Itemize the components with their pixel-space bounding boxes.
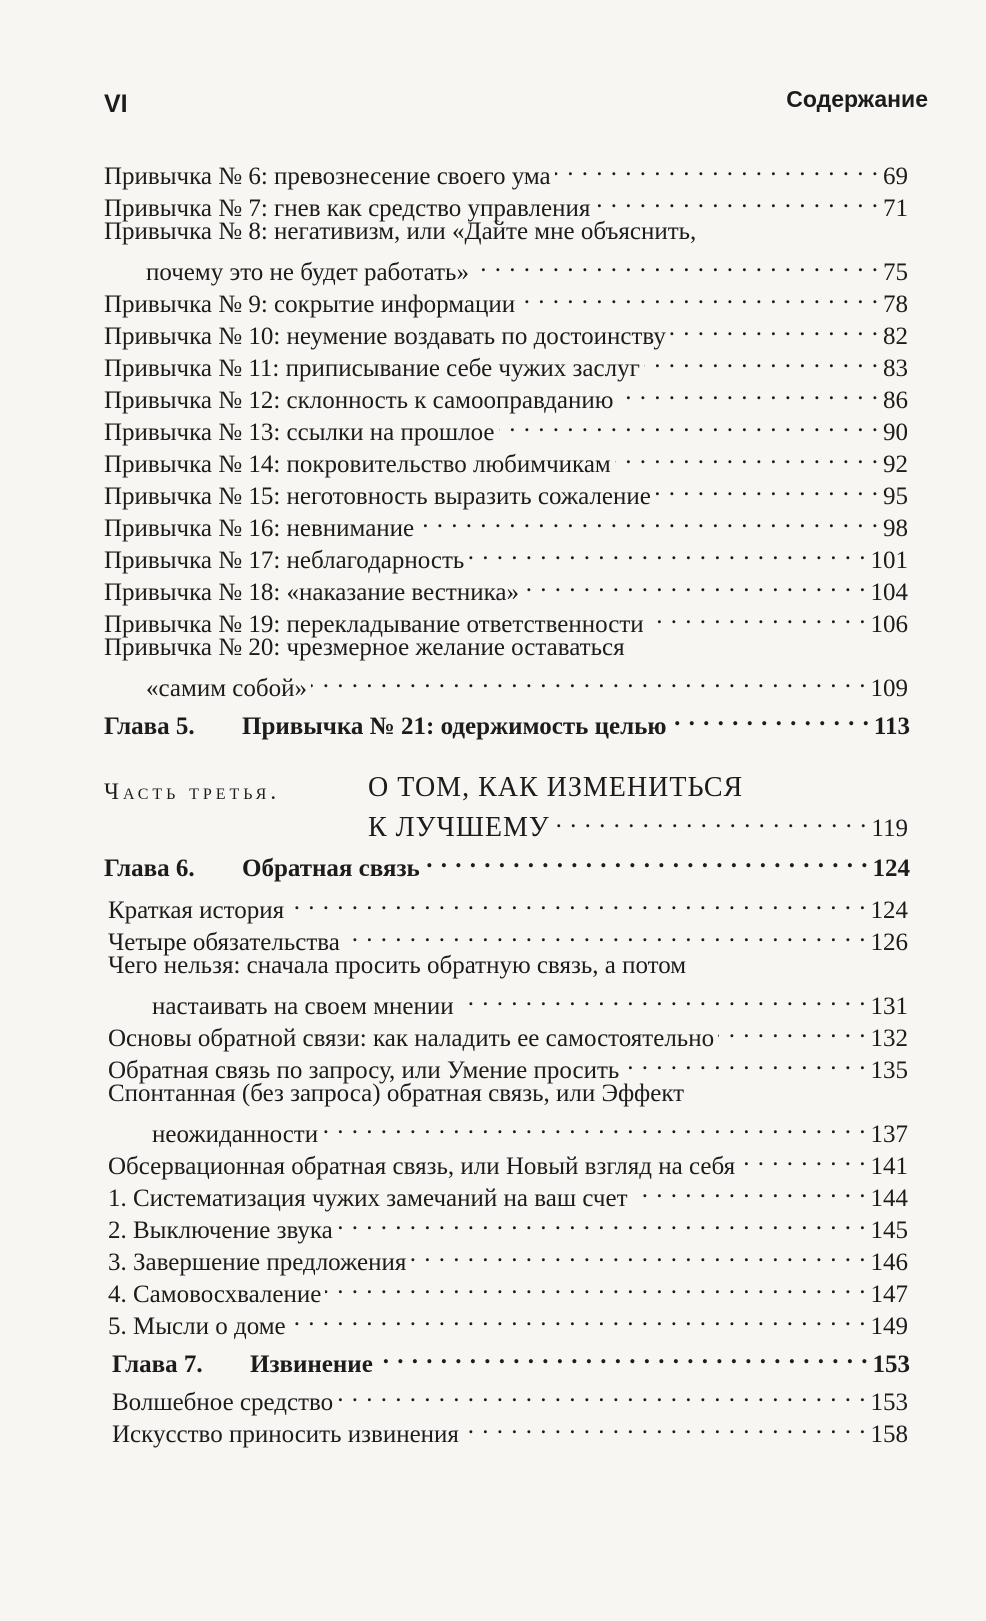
toc-entry-title: 4. Самовосхваление bbox=[108, 1281, 322, 1308]
toc-entry-title: Привычка № 15: неготовность выразить сожаление bbox=[104, 483, 651, 510]
part-title: О ТОМ, КАК ИЗМЕНИТЬСЯ bbox=[368, 772, 744, 803]
toc-chapter bbox=[104, 844, 910, 882]
toc-page-number: 147 bbox=[870, 1281, 908, 1308]
toc-entry bbox=[108, 886, 908, 924]
toc-page-number: 124 bbox=[872, 855, 910, 882]
chapter-number: Глава 6. bbox=[104, 855, 195, 882]
leader-dots bbox=[463, 1410, 867, 1442]
leader-dots bbox=[311, 664, 867, 696]
toc-entry-title: Привычка № 10: неумение воздавать по достоинству bbox=[104, 323, 666, 350]
toc-page-number: 153 bbox=[870, 1389, 908, 1416]
toc-page-number: 119 bbox=[871, 815, 908, 842]
toc-entry-title: 1. Систематизация чужих замечаний на ваш счет bbox=[108, 1185, 628, 1212]
toc-entry bbox=[108, 1238, 908, 1276]
toc-entry bbox=[152, 982, 908, 1020]
leader-dots bbox=[424, 844, 869, 876]
toc-page-number: 131 bbox=[870, 993, 908, 1020]
toc-entry bbox=[112, 1410, 908, 1448]
toc-page-number: 126 bbox=[870, 929, 908, 956]
toc-page-number: 113 bbox=[873, 713, 910, 740]
toc-page-number: 78 bbox=[883, 291, 908, 318]
toc-page-number: 135 bbox=[870, 1057, 908, 1084]
toc-entry bbox=[104, 152, 908, 190]
leader-dots bbox=[410, 1238, 866, 1270]
toc-entry bbox=[104, 600, 908, 638]
toc-entry-title: Привычка № 9: сокрытие информации bbox=[104, 291, 516, 318]
toc-entry-title: 3. Завершение предложения bbox=[108, 1249, 407, 1276]
toc-entry bbox=[104, 280, 908, 318]
toc-entry bbox=[104, 568, 908, 606]
chapter-number: Глава 7. bbox=[112, 1351, 203, 1378]
toc-page-number: 90 bbox=[883, 419, 908, 446]
toc-entry-continuation: неожиданности bbox=[152, 1121, 319, 1148]
toc-page-number: 104 bbox=[870, 579, 908, 606]
toc-page-number: 86 bbox=[883, 387, 908, 414]
toc-entry bbox=[104, 376, 908, 414]
toc-entry-continuation: «самим собой» bbox=[146, 675, 307, 702]
toc-entry-continuation: почему это не будет работать» bbox=[146, 259, 469, 286]
toc-chapter bbox=[112, 1340, 910, 1378]
toc-entry-title: Искусство приносить извинения bbox=[112, 1421, 459, 1448]
toc-entry bbox=[108, 1046, 908, 1084]
toc-entry bbox=[104, 504, 908, 542]
part-title-continuation: К ЛУЧШЕМУ bbox=[368, 812, 550, 843]
chapter-title: Привычка № 21: одержимость целью bbox=[242, 713, 667, 740]
toc-entry bbox=[108, 1206, 908, 1244]
toc-entry-title: Волшебное средство bbox=[112, 1389, 334, 1416]
toc-page-number: 98 bbox=[883, 515, 908, 542]
toc-entry-title: Основы обратной связи: как наладить ее самостоятельно bbox=[108, 1025, 715, 1052]
toc-page-number: 69 bbox=[883, 163, 908, 190]
toc-page-number: 83 bbox=[883, 355, 908, 382]
toc-entry bbox=[104, 440, 908, 478]
toc-entry bbox=[112, 1378, 908, 1416]
toc-entry bbox=[104, 472, 908, 510]
toc-entry-title: Привычка № 19: перекладывание ответственности bbox=[104, 611, 644, 638]
toc-entry bbox=[146, 248, 908, 286]
leader-dots bbox=[617, 376, 879, 408]
chapter-title: Извинение bbox=[250, 1351, 373, 1378]
toc-entry-title: 2. Выключение звука bbox=[108, 1217, 333, 1244]
toc-entry bbox=[104, 344, 908, 382]
toc-entry-title: Чего нельзя: сначала просить обратную связь, а потом bbox=[108, 952, 687, 979]
toc-entry bbox=[108, 1270, 908, 1308]
toc-page-number: 141 bbox=[870, 1153, 908, 1180]
toc-entry-title: Привычка № 12: склонность к самооправданию bbox=[104, 387, 614, 414]
leader-dots bbox=[594, 184, 879, 216]
leader-dots bbox=[337, 1206, 867, 1238]
running-head-title: Содержание bbox=[786, 86, 928, 112]
toc-entry-title: Привычка № 18: «наказание вестника» bbox=[104, 579, 519, 606]
part-label: Часть третья. bbox=[104, 779, 281, 804]
leader-dots bbox=[325, 1270, 866, 1302]
toc-page-number: 92 bbox=[883, 451, 908, 478]
toc-page-number: 75 bbox=[883, 259, 908, 286]
toc-page-number: 71 bbox=[883, 195, 908, 222]
toc-chapter bbox=[104, 702, 910, 740]
toc-entry-title: Привычка № 20: чрезмерное желание оставаться bbox=[104, 634, 625, 661]
toc-entry bbox=[104, 312, 908, 350]
toc-part-entry bbox=[368, 804, 908, 843]
toc-entry-continuation: настаивать на своем мнении bbox=[152, 993, 454, 1020]
chapter-number: Глава 5. bbox=[104, 713, 195, 740]
page-folio: VI bbox=[104, 90, 128, 118]
toc-entry-title: Привычка № 6: превознесение своего ума bbox=[104, 163, 551, 190]
toc-page-number: 106 bbox=[870, 611, 908, 638]
toc-entry bbox=[108, 1142, 908, 1180]
leader-dots bbox=[655, 472, 879, 504]
leader-dots bbox=[418, 504, 879, 536]
toc-entry bbox=[108, 1302, 908, 1340]
toc-entry bbox=[104, 536, 908, 574]
toc-entry-title: Привычка № 17: неблагодарность bbox=[104, 547, 465, 574]
toc-entry bbox=[146, 664, 908, 702]
leader-dots bbox=[615, 440, 879, 472]
leader-dots bbox=[670, 702, 869, 734]
toc-entry bbox=[108, 1014, 908, 1052]
toc-page-number: 132 bbox=[870, 1025, 908, 1052]
leader-dots bbox=[377, 1340, 869, 1372]
toc-page-number: 109 bbox=[870, 675, 908, 702]
toc-page-number: 144 bbox=[870, 1185, 908, 1212]
leader-dots bbox=[473, 248, 879, 280]
leader-dots bbox=[644, 344, 879, 376]
toc-entry bbox=[104, 184, 908, 222]
toc-entry bbox=[152, 1110, 908, 1148]
leader-dots bbox=[739, 1142, 866, 1174]
leader-dots bbox=[555, 152, 879, 184]
toc-page-number: 145 bbox=[870, 1217, 908, 1244]
leader-dots bbox=[632, 1174, 867, 1206]
leader-dots bbox=[499, 408, 880, 440]
toc-page-number: 95 bbox=[883, 483, 908, 510]
chapter-title: Обратная связь bbox=[242, 855, 420, 882]
toc-entry-title: Привычка № 11: приписывание себе чужих заслуг bbox=[104, 355, 640, 382]
toc-entry-title: Спонтанная (без запроса) обратная связь, или Эффект bbox=[108, 1080, 685, 1107]
leader-dots bbox=[337, 1378, 866, 1410]
running-head bbox=[104, 84, 928, 120]
toc-entry-title: Привычка № 16: невнимание bbox=[104, 515, 415, 542]
toc-entry bbox=[108, 1174, 908, 1212]
toc-page-number: 82 bbox=[883, 323, 908, 350]
leader-dots bbox=[288, 886, 866, 918]
toc-entry-title: Привычка № 13: ссылки на прошлое bbox=[104, 419, 495, 446]
toc-page-number: 146 bbox=[870, 1249, 908, 1276]
leader-dots bbox=[458, 982, 867, 1014]
toc-entry-title: Привычка № 7: гнев как средство управления bbox=[104, 195, 591, 222]
toc-entry-title: Привычка № 14: покровительство любимчикам bbox=[104, 451, 611, 478]
toc-entry-title: Четыре обязательства bbox=[108, 929, 340, 956]
toc-entry-title: 5. Мысли о доме bbox=[108, 1313, 286, 1340]
toc-page-number: 149 bbox=[870, 1313, 908, 1340]
toc-entry bbox=[108, 918, 908, 956]
toc-entry bbox=[104, 408, 908, 446]
leader-dots bbox=[290, 1302, 867, 1334]
toc-entry-title: Привычка № 8: негативизм, или «Дайте мне объяснить, bbox=[104, 218, 697, 245]
toc-page-number: 137 bbox=[870, 1121, 908, 1148]
toc-page-number: 153 bbox=[872, 1351, 910, 1378]
toc-entry-title: Обсервационная обратная связь, или Новый взгляд на себя bbox=[108, 1153, 736, 1180]
leader-dots bbox=[554, 804, 868, 836]
leader-dots bbox=[322, 1110, 866, 1142]
toc-entry-title: Краткая история bbox=[108, 897, 285, 924]
toc-page-number: 158 bbox=[870, 1421, 908, 1448]
leader-dots bbox=[468, 536, 866, 568]
toc-page-number: 124 bbox=[870, 897, 908, 924]
leader-dots bbox=[648, 600, 867, 632]
leader-dots bbox=[523, 568, 867, 600]
leader-dots bbox=[344, 918, 867, 950]
leader-dots bbox=[519, 280, 879, 312]
toc-entry-title: Обратная связь по запросу, или Умение просить bbox=[108, 1057, 620, 1084]
leader-dots bbox=[718, 1014, 866, 1046]
leader-dots bbox=[623, 1046, 866, 1078]
leader-dots bbox=[670, 312, 879, 344]
toc-page-number: 101 bbox=[870, 547, 908, 574]
